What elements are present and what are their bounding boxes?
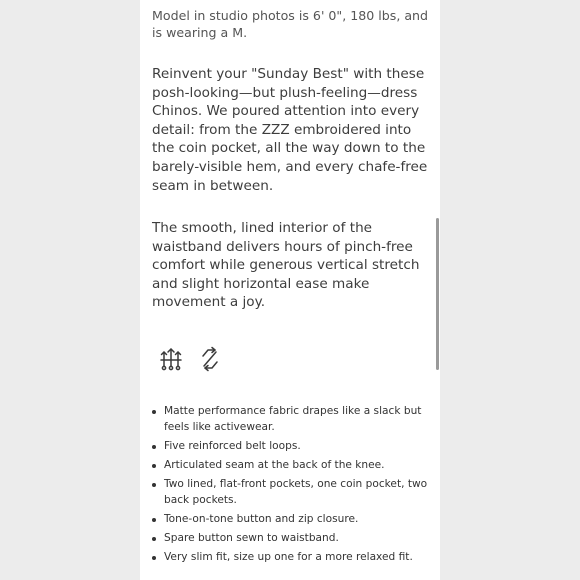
scrollbar-thumb[interactable] [436, 218, 439, 370]
feature-text: Five reinforced belt loops. [164, 439, 301, 452]
feature-text: Spare button sewn to waistband. [164, 531, 339, 544]
list-item [152, 404, 434, 435]
list-item [152, 550, 434, 566]
list-item [152, 477, 434, 508]
bullet [152, 518, 156, 522]
feature-text: Tone-on-tone button and zip closure. [164, 512, 359, 525]
four-way-stretch-icon [158, 346, 184, 372]
description-paragraph-1: Reinvent your "Sunday Best" with these posh-looking—but plush-feeling—dress Chinos. We poured attention into every detail: from the ZZZ embroidered into the coin pocket, all the way down to the barely-visible hem, and every chafe-free seam in between. [152, 66, 428, 194]
bullet [152, 537, 156, 541]
bullet [152, 464, 156, 468]
bullet [152, 556, 156, 560]
bullet [152, 445, 156, 449]
list-item [152, 439, 434, 455]
bullet [152, 410, 156, 414]
feature-text: Matte performance fabric drapes like a slack but feels like activewear. [164, 405, 422, 433]
model-note: Model in studio photos is 6' 0", 180 lbs, and is wearing a M. [152, 8, 429, 40]
list-item [152, 458, 434, 474]
feature-text: Two lined, flat-front pockets, one coin pocket, two back pockets. [164, 478, 428, 506]
features-list [152, 404, 434, 569]
recycle-arrows-icon [198, 346, 222, 372]
description-paragraph-2: The smooth, lined interior of the waistband delivers hours of pinch-free comfort while generous vertical stretch and slight horizontal ease make movement a joy. [152, 220, 420, 311]
feature-text: Very slim fit, size up one for a more relaxed fit. [164, 551, 413, 564]
list-item [152, 531, 434, 547]
bullet [152, 483, 156, 487]
feature-icons [158, 345, 222, 373]
product-description-panel [140, 0, 440, 580]
list-item [152, 512, 434, 528]
feature-text: Articulated seam at the back of the knee. [164, 458, 385, 471]
